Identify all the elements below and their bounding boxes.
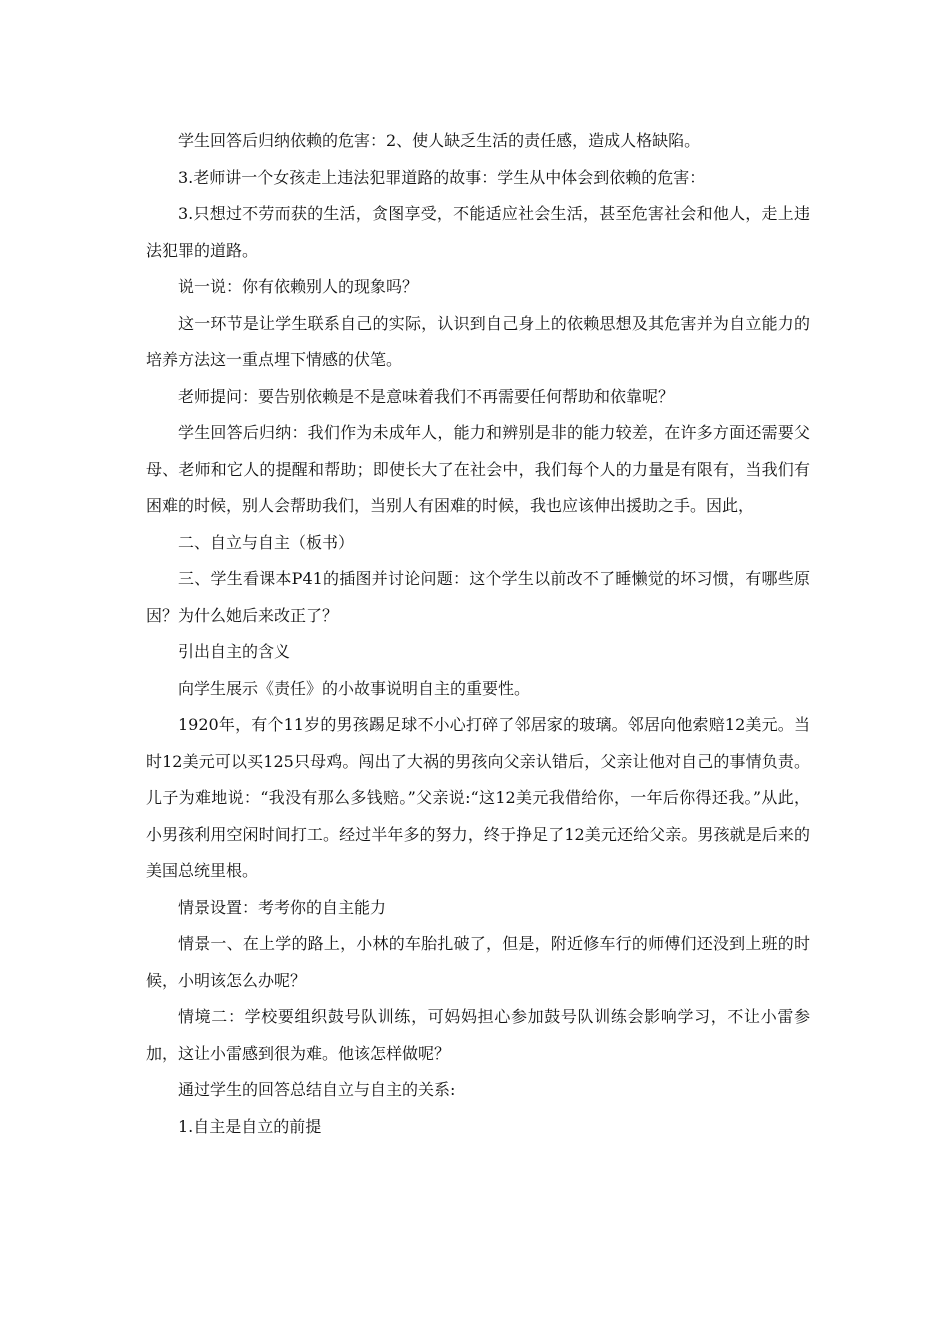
paragraph-dependence-harm-2: 学生回答后归纳依赖的危害：2、使人缺乏生活的责任感，造成人格缺陷。 — [178, 131, 701, 150]
paragraph-dependence-harm-3: 3.只想过不劳而获的生活，贪图享受，不能适应社会生活，甚至危害社会和他人，走上违法犯罪的道路。 — [146, 204, 810, 260]
document-body — [146, 123, 810, 1145]
paragraph-reagan-story: 1920年，有个11岁的男孩踢足球不小心打碎了邻居家的玻璃。邻居向他索赔12美元。当时12美元可以买125只母鸡。闯出了大祸的男孩向父亲认错后，父亲让他对自己的事情负责。儿子为难地说：“我没有那么多钱赔。”父亲说:“这12美元我借给你，一年后你得还我。”从此，小男孩利用空闲时间打工。经过半年多的努力，终于挣足了12美元还给父亲。男孩就是后来的美国总统里根。 — [146, 715, 810, 880]
paragraph-section-purpose: 这一环节是让学生联系自己的实际，认识到自己身上的依赖思想及其危害并为自立能力的培养方法这一重点埋下情感的伏笔。 — [146, 313, 810, 369]
section-heading-independence-autonomy: 二、自立与自主（板书） — [178, 532, 355, 552]
paragraph-responsibility-story-intro: 向学生展示《责任》的小故事说明自主的重要性。 — [178, 678, 531, 698]
paragraph-relationship-summary: 通过学生的回答总结自立与自主的关系: — [178, 1080, 456, 1099]
paragraph-scenario-setup: 情景设置：考考你的自主能力 — [178, 897, 387, 917]
paragraph-autonomy-meaning: 引出自主的含义 — [178, 642, 291, 661]
paragraph-teacher-question: 老师提问：要告别依赖是不是意味着我们不再需要任何帮助和依靠呢？ — [178, 386, 675, 406]
paragraph-autonomy-premise: 1.自主是自立的前提 — [178, 1116, 322, 1136]
paragraph-discussion-prompt: 说一说：你有依赖别人的现象吗？ — [178, 277, 419, 296]
paragraph-student-summary: 学生回答后归纳：我们作为未成年人，能力和辨别是非的能力较差，在许多方面还需要父母、老师和它人的提醒和帮助；即使长大了在社会中，我们每个人的力量是有限有，当我们有困难的时候，别人会帮助我们，当别人有困难的时候，我也应该伸出援助之手。因此， — [146, 423, 810, 515]
paragraph-textbook-discussion: 三、学生看课本P41的插图并讨论问题：这个学生以前改不了睡懒觉的坏习惯，有哪些原因？为什么她后来改正了？ — [146, 569, 810, 625]
paragraph-teacher-story: 3.老师讲一个女孩走上违法犯罪道路的故事：学生从中体会到依赖的危害： — [178, 167, 706, 187]
paragraph-scenario-two: 情境二：学校要组织鼓号队训练，可妈妈担心参加鼓号队训练会影响学习，不让小雷参加，这让小雷感到很为难。他该怎样做呢？ — [146, 1007, 810, 1063]
paragraph-scenario-one: 情景一、在上学的路上，小林的车胎扎破了，但是，附近修车行的师傅们还没到上班的时候，小明该怎么办呢？ — [146, 934, 810, 990]
